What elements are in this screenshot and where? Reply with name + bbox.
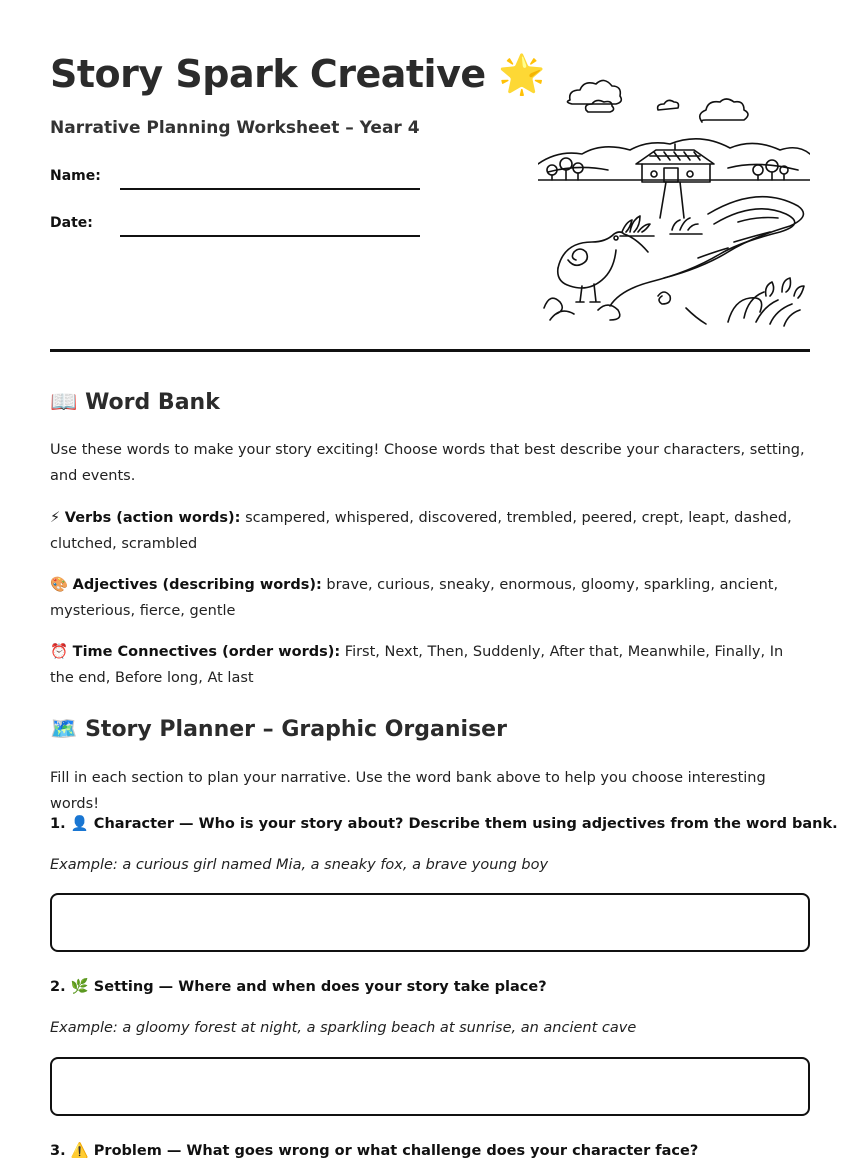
worksheet-page [50, 0, 838, 1161]
kiwi-bird-icon [558, 232, 648, 302]
page-subtitle: Narrative Planning Worksheet – Year 4 [50, 118, 420, 138]
date-write-line[interactable] [120, 235, 420, 237]
cloud-icon [700, 99, 748, 122]
alarm-clock-icon: ⏰ [50, 644, 69, 660]
question-text: Setting — Where and when does your story take place? [93, 979, 547, 995]
question-number: 2. [50, 979, 66, 995]
palette-icon: 🎨 [50, 577, 69, 593]
verbs-words: scampered, whispered, discovered, trembled, peered, crept, leapt, dashed, clutched, scrambled [50, 510, 792, 552]
herb-icon: 🌿 [70, 979, 89, 995]
page-title [50, 50, 545, 98]
name-write-line[interactable] [120, 188, 420, 190]
character-answer-box[interactable] [50, 893, 810, 952]
question-text: Problem — What goes wrong or what challenge does your character face? [93, 1143, 699, 1159]
lightning-icon: ⚡ [50, 510, 61, 526]
story-planner-heading-text: Story Planner – Graphic Organiser [85, 717, 507, 742]
verbs-label: Verbs (action words): [64, 510, 241, 526]
worksheet-header [50, 0, 810, 352]
story-planner-heading [50, 717, 507, 742]
cloud-icon [567, 80, 621, 112]
question-problem [50, 1142, 810, 1159]
landscape-illustration [538, 72, 810, 332]
person-icon: 👤 [70, 816, 89, 832]
star-icon: 🌟 [498, 52, 546, 96]
connectives-list [50, 640, 810, 691]
word-bank-heading-text: Word Bank [85, 390, 220, 415]
word-bank-heading [50, 390, 220, 415]
warning-icon: ⚠️ [70, 1143, 89, 1159]
name-label: Name: [50, 168, 101, 184]
name-field[interactable] [50, 168, 420, 198]
setting-example: Example: a gloomy forest at night, a sparkling beach at sunrise, an ancient cave [50, 1020, 637, 1036]
word-bank-intro: Use these words to make your story exciting! Choose words that best describe your characters, setting, and events. [50, 442, 805, 484]
date-label: Date: [50, 215, 93, 231]
adjectives-words: brave, curious, sneaky, enormous, gloomy, sparkling, ancient, mysterious, fierce, gentle [50, 577, 779, 619]
connectives-label: Time Connectives (order words): [72, 644, 341, 660]
question-text: Character — Who is your story about? Describe them using adjectives from the word bank. [93, 816, 838, 832]
connectives-words: First, Next, Then, Suddenly, After that, Meanwhile, Finally, In the end, Before long, At last [50, 644, 784, 686]
setting-answer-box[interactable] [50, 1057, 810, 1116]
question-character [50, 815, 838, 832]
book-icon: 📖 [50, 390, 78, 415]
question-number: 1. [50, 816, 66, 832]
adjectives-list [50, 573, 810, 624]
title-text: Story Spark Creative [50, 52, 486, 96]
question-number: 3. [50, 1143, 66, 1159]
planner-intro: Fill in each section to plan your narrative. Use the word bank above to help you choose interesting words! [50, 770, 766, 812]
verbs-list [50, 506, 810, 557]
adjectives-label: Adjectives (describing words): [72, 577, 322, 593]
map-icon: 🗺️ [50, 717, 78, 742]
character-example: Example: a curious girl named Mia, a sneaky fox, a brave young boy [50, 857, 549, 873]
date-field[interactable] [50, 215, 420, 245]
house-icon [636, 144, 714, 182]
question-setting [50, 978, 810, 995]
